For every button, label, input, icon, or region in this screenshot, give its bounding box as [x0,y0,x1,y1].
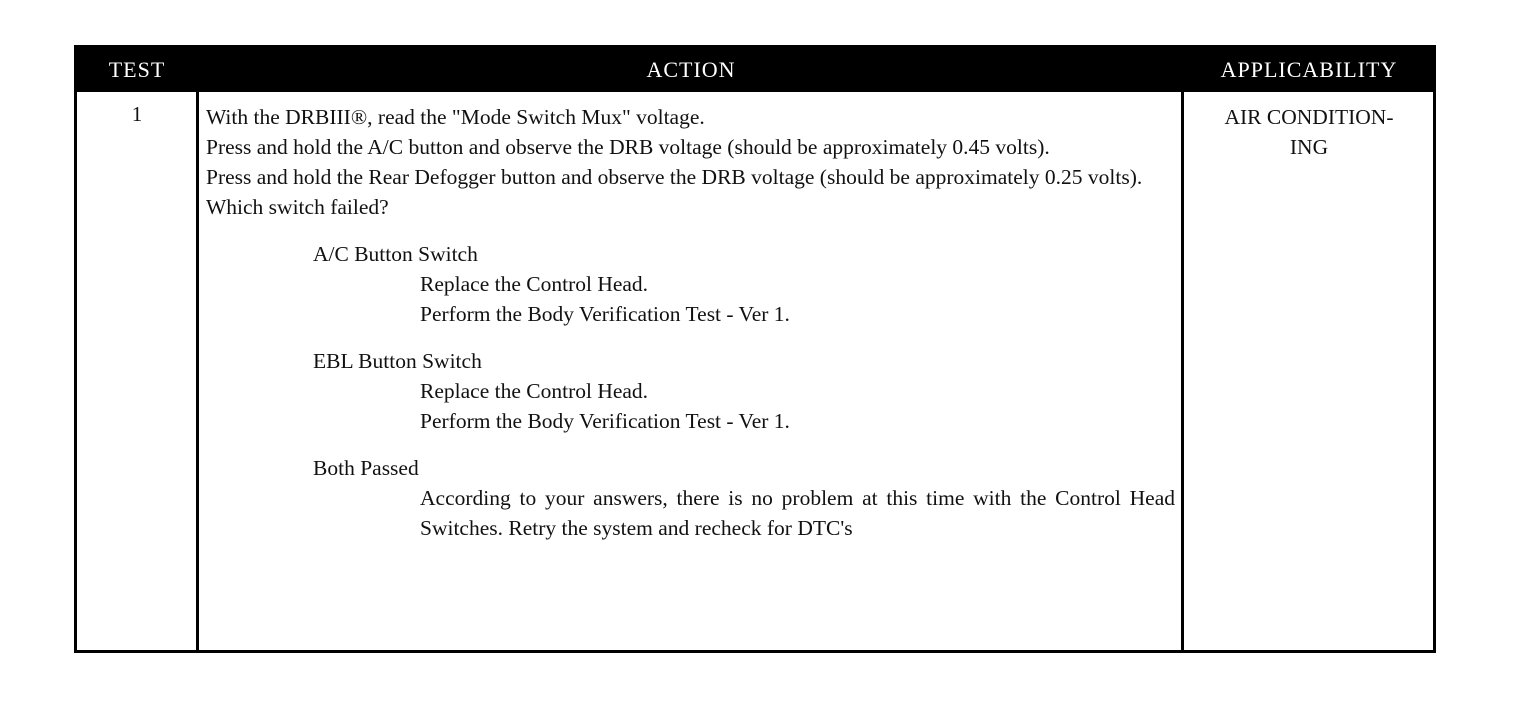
option-ac-step-replace: Replace the Control Head. [420,272,649,296]
applicability-cell [1185,102,1433,162]
option-ebl-button-switch: EBL Button Switch [313,349,482,373]
option-ac-step-verify: Perform the Body Verification Test - Ver 1. [420,302,790,326]
option-ebl-step-replace: Replace the Control Head. [420,379,649,403]
header-applicability: APPLICABILITY [1220,57,1398,82]
header-action: ACTION [646,57,736,82]
diagnostic-table [74,45,1436,653]
action-instruction-ac: Press and hold the A/C button and observe the DRB voltage (should be approximately 0.45 volts). [206,135,1050,159]
column-divider-test [196,92,199,650]
option-ac-button-switch: A/C Button Switch [313,242,478,266]
option-ebl-step-verify: Perform the Body Verification Test - Ver 1. [420,409,790,433]
action-instruction-read: With the DRBIII®, read the "Mode Switch Mux" voltage. [206,105,705,129]
header-test: TEST [108,57,166,82]
action-question: Which switch failed? [206,195,389,219]
action-cell [206,102,1175,543]
action-instruction-defogger: Press and hold the Rear Defogger button and observe the DRB voltage (should be approximately 0.25 volts). [206,165,1143,189]
table-header-row [77,48,1433,92]
option-both-passed: Both Passed [313,456,419,480]
option-both-passed-detail: According to your answers, there is no problem at this time with the Control Head Switches. Retry the system and recheck for DTC's [420,486,1175,540]
applicability-line-2: ING [1289,135,1329,159]
column-divider-applicability [1181,92,1184,650]
test-number: 1 [131,102,143,126]
applicability-line-1: AIR CONDITION- [1224,105,1394,129]
